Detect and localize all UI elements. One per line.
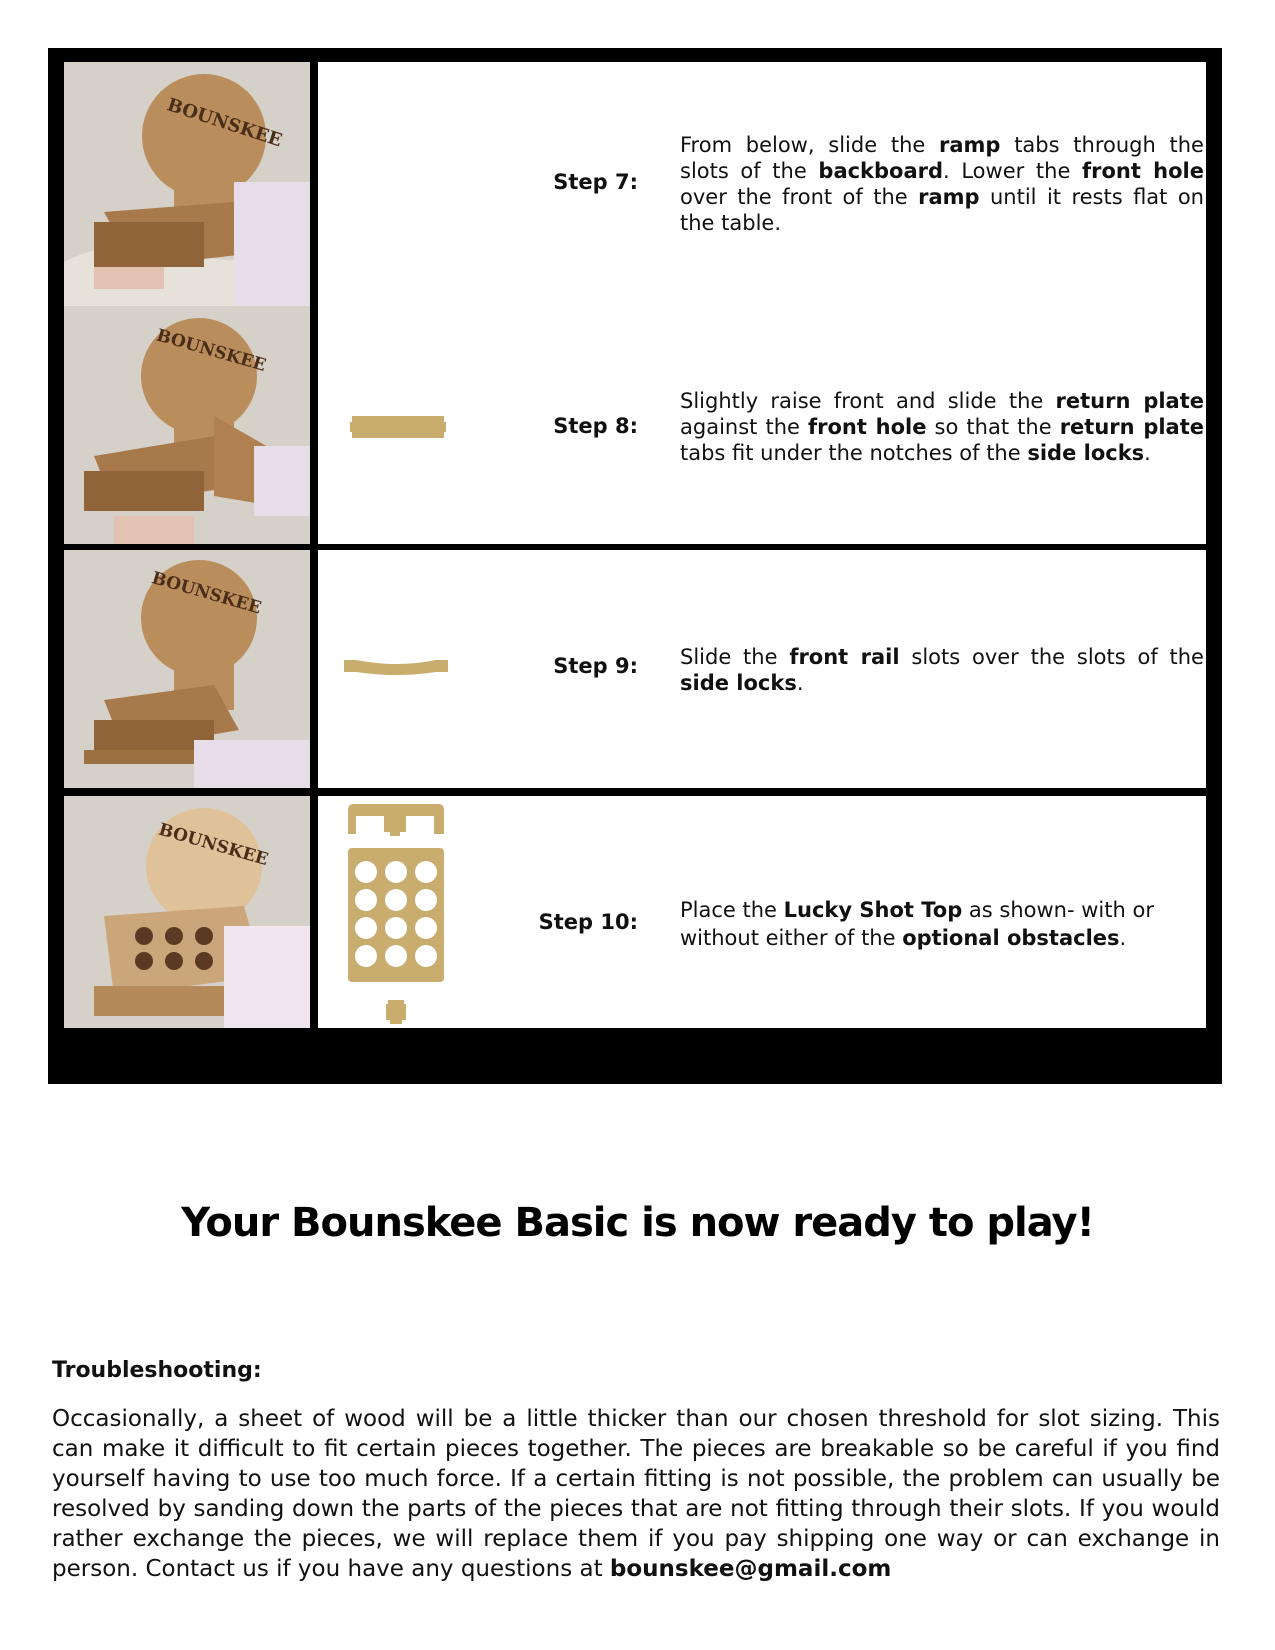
troubleshooting-body — [52, 1404, 1220, 1584]
bold-term: ramp — [939, 133, 1001, 157]
text-run: until it rests flat on the table. — [680, 185, 1204, 235]
step-content — [318, 306, 1206, 544]
assembly-photo-illustration — [64, 306, 310, 544]
text-run: against the — [680, 415, 809, 439]
bold-term: front hole — [808, 415, 927, 439]
bold-term: Lucky Shot Top — [783, 898, 963, 922]
step-instructions — [680, 644, 1204, 696]
step-row — [56, 306, 1214, 550]
step-instructions — [680, 388, 1204, 466]
text-run: . — [796, 671, 804, 695]
step-row — [56, 796, 1214, 1076]
lucky-shot-top-part — [344, 802, 448, 1028]
step-row — [56, 56, 1214, 306]
bold-term: side locks — [1027, 441, 1145, 465]
step-content — [318, 62, 1206, 306]
step-photo — [64, 306, 310, 544]
step-label: Step 10: — [538, 910, 638, 934]
text-run: Slightly raise front and slide the — [680, 389, 1056, 413]
text-run: Occasionally, a sheet of wood will be a little thicker than our chosen threshold for slot sizing. This can make it difficult to fit certain pieces together. The pieces are breakable so be careful if you find yourself having to use too much force. If a certain fitting is not possible, the problem can usually be resolved by sanding down the parts of the pieces that are not fitting through their slots. If you would rather exchange the pieces, we will replace them if you pay shipping one way or can exchange in person. Contact us if you have any questions at — [52, 1406, 1220, 1582]
step-row — [56, 550, 1214, 796]
troubleshooting-title: Troubleshooting: — [52, 1358, 262, 1383]
text-run: as shown- with or without either of the — [680, 898, 1154, 950]
bold-term: bounskee@gmail.com — [609, 1556, 892, 1582]
text-run: . — [1119, 926, 1127, 950]
steps-table — [48, 48, 1222, 1084]
text-run: tabs through the slots of the — [680, 133, 1204, 183]
bold-term: backboard — [818, 159, 944, 183]
step-label: Step 8: — [553, 414, 638, 438]
text-run: over the front of the — [680, 185, 919, 209]
bold-term: front rail — [789, 645, 900, 669]
text-run: Slide the — [680, 645, 790, 669]
text-run: slots over the slots of the — [899, 645, 1204, 669]
photo-logo: BOUNSKEE — [164, 94, 285, 152]
bold-term: return plate — [1055, 389, 1204, 413]
step-photo — [64, 550, 310, 788]
step-label: Step 7: — [553, 170, 638, 194]
step-instructions — [680, 132, 1204, 236]
photo-logo: BOUNSKEE — [156, 819, 271, 871]
assembly-photo-illustration — [64, 550, 310, 788]
text-run: From below, slide the — [680, 133, 940, 157]
step-photo — [64, 796, 310, 1028]
return-plate-part — [348, 414, 448, 440]
text-run: Place the — [680, 898, 784, 922]
front-rail-part — [342, 658, 450, 678]
bold-term: optional obstacles — [902, 926, 1120, 950]
ready-headline: Your Bounskee Basic is now ready to play! — [181, 1200, 1094, 1246]
step-content — [318, 796, 1206, 1028]
step-instructions — [680, 896, 1204, 952]
bold-term: ramp — [918, 185, 980, 209]
bold-term: side locks — [680, 671, 797, 695]
photo-logo: BOUNSKEE — [149, 568, 264, 619]
step-label: Step 9: — [553, 654, 638, 678]
photo-logo: BOUNSKEE — [154, 325, 269, 376]
bold-term: return plate — [1059, 415, 1204, 439]
text-run: so that the — [926, 415, 1060, 439]
bold-term: front hole — [1082, 159, 1204, 183]
step-content — [318, 550, 1206, 788]
assembly-photo-illustration — [64, 62, 310, 306]
assembly-photo-illustration — [64, 796, 310, 1028]
text-run: tabs fit under the notches of the — [680, 441, 1028, 465]
step-photo — [64, 62, 310, 306]
text-run: . Lower the — [943, 159, 1082, 183]
text-run: . — [1144, 441, 1151, 465]
